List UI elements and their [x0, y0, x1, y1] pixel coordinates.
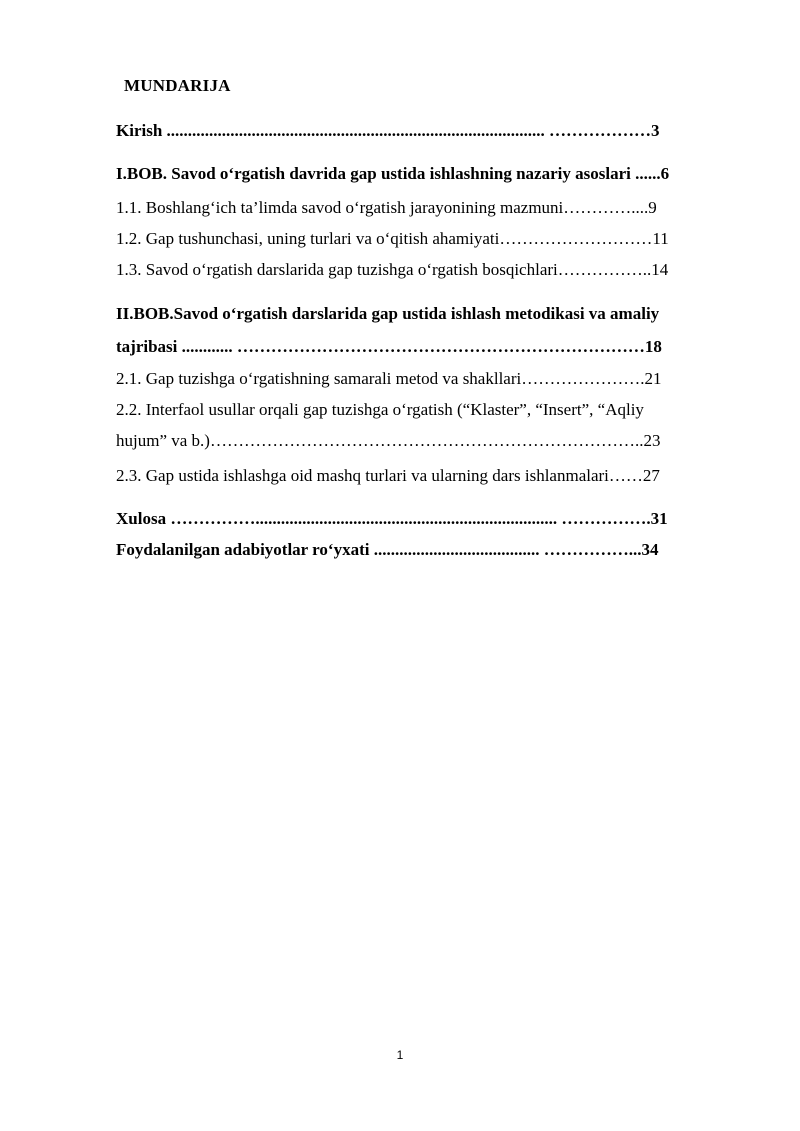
- toc-entry-chapter-2-line-1: II.BOB.Savod o‘rgatish darslarida gap ustida ishlash metodikasi va amaliy: [116, 304, 660, 323]
- toc-entry-1-2: 1.2. Gap tushunchasi, uning turlari va o‘qitish ahamiyati………………………11: [116, 229, 669, 248]
- toc-entry-references: Foydalanilgan adabiyotlar ro‘yxati ....................................... ……………...34: [116, 540, 659, 559]
- toc-entry-xulosa: Xulosa ……………....................................................................... …………….31: [116, 509, 668, 528]
- toc-title: MUNDARIJA: [124, 76, 231, 95]
- toc-entry-2-1: 2.1. Gap tuzishga o‘rgatishning samarali metod va shakllari………………….21: [116, 369, 662, 388]
- toc-entry-chapter-1: I.BOB. Savod o‘rgatish davrida gap ustida ishlashning nazariy asoslari ......6: [116, 164, 670, 183]
- toc-entry-2-2-line-2: hujum” va b.)…………………………………………………………………..23: [116, 431, 661, 450]
- toc-entry-1-1: 1.1. Boshlang‘ich ta’limda savod o‘rgatish jarayonining mazmuni…………....9: [116, 198, 657, 217]
- toc-entry-chapter-2-line-2: tajribasi ............ ………………………………………………………………18: [116, 337, 662, 356]
- page-number: 1: [396, 1048, 404, 1062]
- toc-entry-1-3: 1.3. Savod o‘rgatish darslarida gap tuzishga o‘rgatish bosqichlari……………..14: [116, 260, 669, 279]
- toc-entry-2-2-line-1: 2.2. Interfaol usullar orqali gap tuzishga o‘rgatish (“Klaster”, “Insert”, “Aqliy: [116, 400, 644, 419]
- toc-entry-kirish: Kirish ......................................................................................... ………………3: [116, 121, 660, 140]
- toc-entry-2-3: 2.3. Gap ustida ishlashga oid mashq turlari va ularning dars ishlanmalari……27: [116, 466, 660, 485]
